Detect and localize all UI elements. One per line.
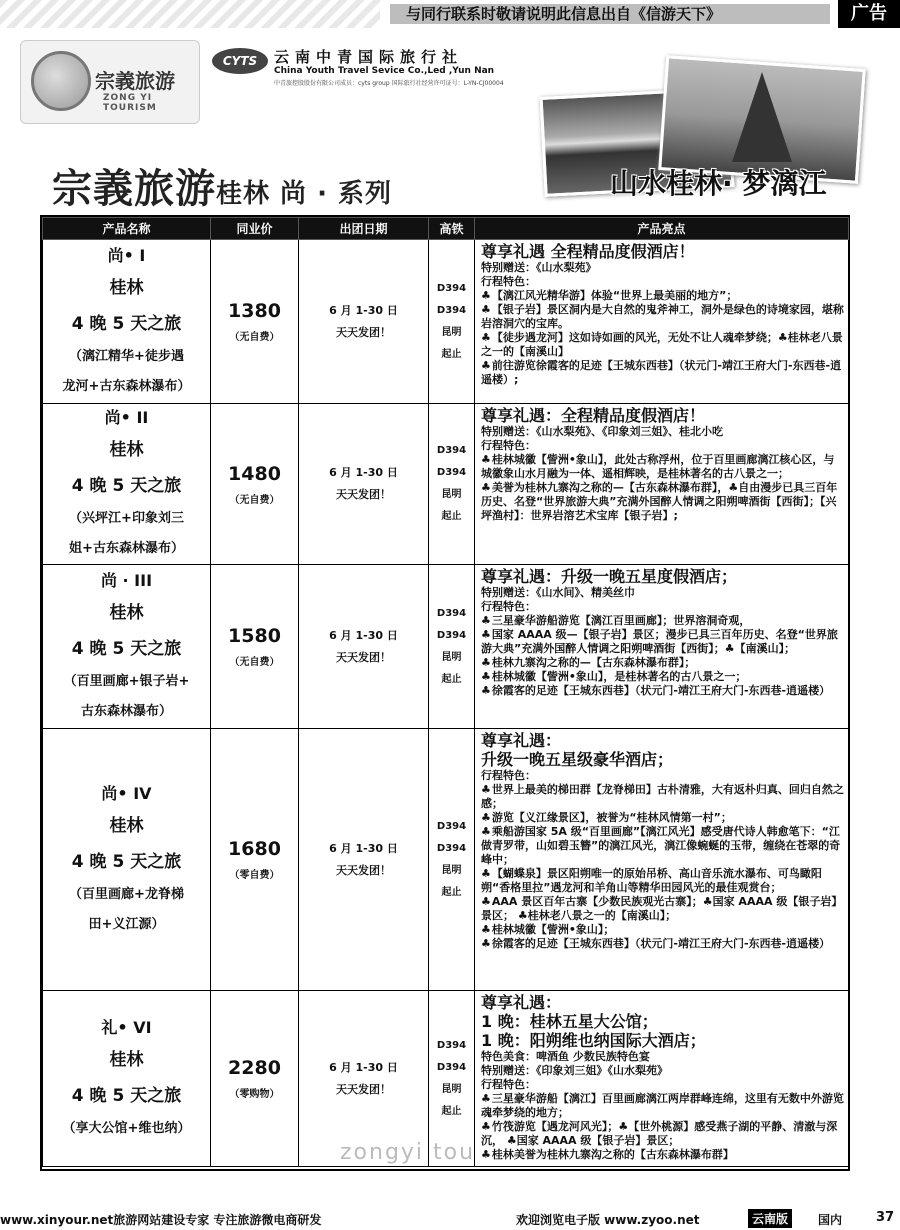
highlight-line: ♣ 桂林城徽【訾洲•象山】，此处古称浮州，位于百里画廊漓江核心区，与城徽象山水月融为一体、遥相辉映，是桂林著名的古八景之一； — [481, 453, 844, 481]
date-line: 天天发团！ — [336, 325, 391, 339]
col-header-rail: 高铁 — [429, 218, 475, 240]
source-notice: 与同行联系时敬请说明此信息出自《信游天下》 — [390, 4, 830, 24]
highlight-line: 行程特色： — [481, 439, 536, 452]
product-name-cell — [43, 991, 211, 1167]
logo-cn: 宗義旅游 — [95, 69, 175, 93]
highlight-line: ♣ AAA 景区百年古寨【少数民族观光古寨】；♣国家 AAAA 级【银子岩】景区； ♣桂林老八景之一的【南溪山】； — [481, 895, 844, 923]
highlights-cell — [475, 240, 849, 404]
date-line: 6 月 1-30 日 — [329, 466, 398, 479]
highlight-line: 行程特色： — [481, 1078, 536, 1091]
rail-line: D394 — [436, 820, 467, 832]
highlight-heading: 尊享礼遇：升级一晚五星度假酒店； — [481, 567, 738, 586]
highlight-line: 特别赠送：《山水梨苑》 — [481, 261, 597, 274]
col-header-name: 产品名称 — [43, 218, 211, 240]
rail-line: D394 — [436, 629, 467, 641]
table-row — [43, 404, 849, 565]
price-value: 1480 — [228, 462, 281, 485]
highlights-cell — [475, 404, 849, 565]
table-row — [43, 240, 849, 404]
product-name-line: 4 晚 5 天之旅 — [71, 1085, 182, 1106]
product-name-cell — [43, 565, 211, 729]
date-line: 6 月 1-30 日 — [329, 841, 398, 855]
agency-mark: CYTS — [212, 48, 268, 74]
col-header-date: 出团日期 — [299, 218, 429, 240]
highlight-line: 特别赠送：《印象刘三姐》《山水梨苑》 — [481, 1064, 668, 1077]
footprint-emblem-icon — [31, 51, 91, 111]
rail-line: 起止 — [441, 886, 462, 898]
highlight-line: ♣ 【蝴蝶泉】景区阳朔唯一的原始吊桥、高山音乐流水瀑布、可鸟瞰阳朔“香格里拉”遇龙河和羊角山等精华田园风光的最佳观赏台； — [481, 867, 844, 895]
product-name-line: 桂林 — [109, 815, 144, 836]
product-name-line: 桂林 — [109, 440, 144, 460]
highlight-line: ♣ 桂林美誉为桂林九寨沟之称的【古东森林瀑布群】 — [481, 1148, 844, 1162]
price-cell — [211, 729, 299, 991]
company-logo — [20, 40, 200, 124]
date-line: 天天发团！ — [336, 1082, 391, 1096]
title-sub: 桂林 尚 · 系列 — [216, 179, 393, 209]
product-name-line: 4 晚 5 天之旅 — [71, 851, 182, 872]
rail-line: 起止 — [441, 673, 462, 685]
highlight-line: ♣ 【漓江风光精华游】体验“世界上最美丽的地方”； — [481, 289, 844, 303]
highlight-line: ♣ 桂林城徽【訾洲•象山】； — [481, 923, 844, 937]
highlight-line: 特别赠送：《山水梨苑》、《印象刘三姐》、桂北小吃 — [481, 425, 723, 438]
agency-en: China Youth Travel Sevice Co.,Led ,Yun Nan — [274, 66, 495, 76]
highlight-line: 特别赠送：《山水间》、精美丝巾 — [481, 586, 635, 599]
product-name-line: （漓江精华+徒步遇 — [69, 348, 184, 364]
highlight-heading: 尊享礼遇：全程精品度假酒店！ — [481, 406, 706, 425]
highlight-line: ♣ 乘船游国家 5A 级“百里画廊”【漓江风光】感受唐代诗人韩愈笔下：“江做青罗带，山如碧玉簪”的漓江风光，漓江像蜿蜒的玉带，缠绕在苍翠的奇峰中； — [481, 825, 844, 867]
product-table — [40, 215, 850, 1171]
highlight-line: ♣ 前往游览徐霞客的足迹【王城东西巷】（状元门-靖江王府大门-东西巷-逍遥楼）; — [481, 359, 844, 387]
date-line: 天天发团！ — [336, 650, 391, 664]
highlight-line: 行程特色： — [481, 769, 536, 782]
price-note: （无自费） — [229, 494, 280, 506]
rail-line: 昆明 — [441, 326, 462, 338]
rail-line: 起止 — [441, 348, 462, 360]
product-name-line: （兴坪江+印象刘三 — [69, 511, 184, 526]
product-name-line: 4 晚 5 天之旅 — [71, 476, 182, 496]
date-cell — [299, 404, 429, 565]
highlight-line: ♣ 国家 AAAA 级—【银子岩】景区；漫步已具三百年历史、名登“世界旅游大典”充满外国醉人情调之阳朔啤酒街【西街】；♣【南溪山】； — [481, 628, 844, 656]
edition-tag: 云南版 — [748, 1209, 792, 1228]
highlight-heading: 尊享礼遇： — [481, 993, 562, 1012]
highlight-heading: 尊享礼遇： — [481, 731, 562, 750]
highlights-cell — [475, 565, 849, 729]
product-name-line: 尚• II — [104, 408, 149, 427]
date-line: 天天发团！ — [336, 863, 391, 877]
rail-line: D394 — [436, 1039, 467, 1051]
rail-line: 昆明 — [441, 489, 462, 500]
rail-cell — [429, 565, 475, 729]
top-banner — [0, 0, 900, 28]
product-name-line: 桂林 — [109, 602, 144, 623]
table-header-row — [43, 218, 849, 240]
highlight-line: ♣ 徐霞客的足迹【王城东西巷】（状元门-靖江王府大门-东西巷-逍遥楼） — [481, 684, 844, 698]
highlight-line: 行程特色： — [481, 275, 536, 288]
banner-stripes — [0, 0, 380, 28]
price-note: （无自费） — [229, 657, 280, 668]
rail-line: D394 — [436, 445, 467, 456]
stupa-shape — [732, 72, 792, 162]
table-row — [43, 729, 849, 991]
page-title — [52, 157, 392, 214]
rail-line: D394 — [436, 842, 467, 854]
price-value: 1580 — [228, 625, 281, 647]
highlight-line: ♣ 桂林城徽【訾洲•象山】，是桂林著名的古八景之一； — [481, 670, 844, 684]
rail-line: 昆明 — [441, 651, 462, 663]
product-name-cell — [43, 240, 211, 404]
product-name-line: 桂林 — [109, 1049, 144, 1070]
logo-en: ZONG YI TOURISM — [103, 93, 157, 113]
product-name-line: 4 晚 5 天之旅 — [71, 638, 182, 659]
product-name-line: （百里画廊+龙脊梯 — [69, 886, 184, 902]
highlight-heading: 升级一晚五星级豪华酒店； — [481, 750, 674, 769]
highlight-line: 行程特色： — [481, 600, 536, 613]
highlight-line: ♣ 桂林九寨沟之称的—【古东森林瀑布群】； — [481, 656, 844, 670]
product-name-line: （百里画廊+银子岩+ — [63, 673, 190, 689]
highlights-cell — [475, 991, 849, 1167]
rail-line: 昆明 — [441, 864, 462, 876]
footer — [0, 1206, 900, 1230]
product-name-line: 姐+古东森林瀑布） — [69, 541, 184, 556]
rail-line: 昆明 — [441, 1083, 462, 1095]
product-name-line: 古东森林瀑布） — [80, 703, 172, 719]
highlight-line: ♣ 三星豪华游船游览【漓江百里画廊】；世界溶洞奇观， — [481, 614, 844, 628]
page-number: 37 — [876, 1210, 895, 1225]
highlight-line: ♣ 游览【义江缘景区】，被誉为“桂林风情第一村”； — [481, 811, 844, 825]
price-cell — [211, 404, 299, 565]
product-name-line: 田+义江源） — [88, 916, 165, 932]
rail-line: D394 — [436, 282, 467, 294]
highlight-heading: 1 晚：桂林五星大公馆； — [481, 1012, 658, 1031]
agency-cn: 云南中青国际旅行社 — [274, 48, 464, 66]
date-cell — [299, 729, 429, 991]
price-note: （零购物） — [229, 1089, 280, 1100]
price-cell — [211, 565, 299, 729]
date-cell — [299, 565, 429, 729]
product-name-line: （享大公馆+维也纳） — [62, 1120, 191, 1136]
product-name-line: 尚• I — [107, 245, 146, 265]
price-value: 2280 — [228, 1057, 281, 1079]
title-main: 宗義旅游 — [52, 166, 216, 212]
product-name-line: 桂林 — [109, 277, 144, 298]
highlight-line: ♣ 【银子岩】景区洞内是大自然的鬼斧神工，洞外是绿色的诗境家园，堪称岩溶洞穴的宝库。 — [481, 303, 844, 331]
rail-line: D394 — [436, 467, 467, 478]
price-cell — [211, 991, 299, 1167]
price-value: 1380 — [228, 300, 281, 322]
header — [12, 32, 888, 212]
product-name-line: 4 晚 5 天之旅 — [71, 313, 182, 334]
section-label: 国内 — [818, 1213, 843, 1227]
slogan: 山水桂林· 梦漓江 — [610, 167, 827, 200]
footer-right: 欢迎浏览电子版 www.zyoo.net — [516, 1213, 700, 1227]
watermark: zongyi tou — [340, 1140, 476, 1165]
rail-cell — [429, 729, 475, 991]
highlight-line: ♣ 三星豪华游船【漓江】百里画廊漓江两岸群峰连绵，这里有无数中外游览魂牵梦绕的地方； — [481, 1092, 844, 1120]
table-row — [43, 565, 849, 729]
highlight-line: 特色美食：啤酒鱼 少数民族特色宴 — [481, 1050, 650, 1063]
highlight-heading: 1 晚：阳朔维也纳国际大酒店； — [481, 1031, 706, 1050]
highlight-line: ♣ 【徒步遇龙河】这如诗如画的风光，无处不让人魂牵梦绕；♣桂林老八景之一的【南溪山】 — [481, 331, 844, 359]
rail-line: D394 — [436, 607, 467, 619]
product-name-line: 龙河+古东森林瀑布） — [62, 378, 191, 394]
highlight-line: ♣ 竹筏游览【遇龙河风光】；♣【世外桃源】感受燕子湖的平静、清澈与深沉， ♣国家 AAAA 级【银子岩】景区； — [481, 1120, 844, 1148]
agency-block — [212, 42, 512, 92]
highlight-line: ♣ 世界上最美的梯田群【龙脊梯田】古朴清雅，大有返朴归真、回归自然之感； — [481, 783, 844, 811]
agency-license: 中青旅控股股份有限公司成员：cyts group 国际旅行社经营许可证号：L-YN-CJ00004 — [274, 80, 504, 87]
date-line: 6 月 1-30 日 — [329, 303, 398, 317]
rail-line: 起止 — [441, 1105, 462, 1117]
price-value: 1680 — [228, 838, 281, 860]
footer-left: www.xinyour.net旅游网站建设专家 专注旅游微电商研发 — [0, 1213, 322, 1227]
date-line: 6 月 1-30 日 — [329, 628, 398, 642]
rail-line: D394 — [436, 1061, 467, 1073]
highlight-line: ♣ 徐霞客的足迹【王城东西巷】（状元门-靖江王府大门-东西巷-逍遥楼） — [481, 937, 844, 951]
product-name-line: 礼• VI — [101, 1017, 152, 1037]
product-name-line: 尚 · III — [100, 570, 153, 590]
date-cell — [299, 240, 429, 404]
ad-label: 广告 — [838, 0, 900, 28]
rail-line: D394 — [436, 304, 467, 316]
product-name-line: 尚• IV — [101, 783, 152, 803]
col-header-highlights: 产品亮点 — [475, 218, 849, 240]
date-line: 6 月 1-30 日 — [329, 1060, 398, 1074]
product-name-cell — [43, 729, 211, 991]
rail-cell — [429, 240, 475, 404]
highlight-heading: 尊享礼遇 全程精品度假酒店！ — [481, 242, 695, 261]
rail-line: 起止 — [441, 511, 462, 522]
col-header-price: 同业价 — [211, 218, 299, 240]
price-note: （零自费） — [229, 870, 280, 881]
price-cell — [211, 240, 299, 404]
product-name-cell — [43, 404, 211, 565]
highlight-line: ♣ 美誉为桂林九寨沟之称的—【古东森林瀑布群】，♣自由漫步已具三百年历史、名登“世界旅游大典”充满外国醉人情调之阳朔啤酒街【西街】；【兴坪渔村】：世界岩溶艺术宝库【银子岩】; — [481, 481, 844, 523]
date-line: 天天发团！ — [336, 488, 391, 501]
price-note: （无自费） — [229, 332, 280, 343]
rail-cell — [429, 404, 475, 565]
highlights-cell — [475, 729, 849, 991]
